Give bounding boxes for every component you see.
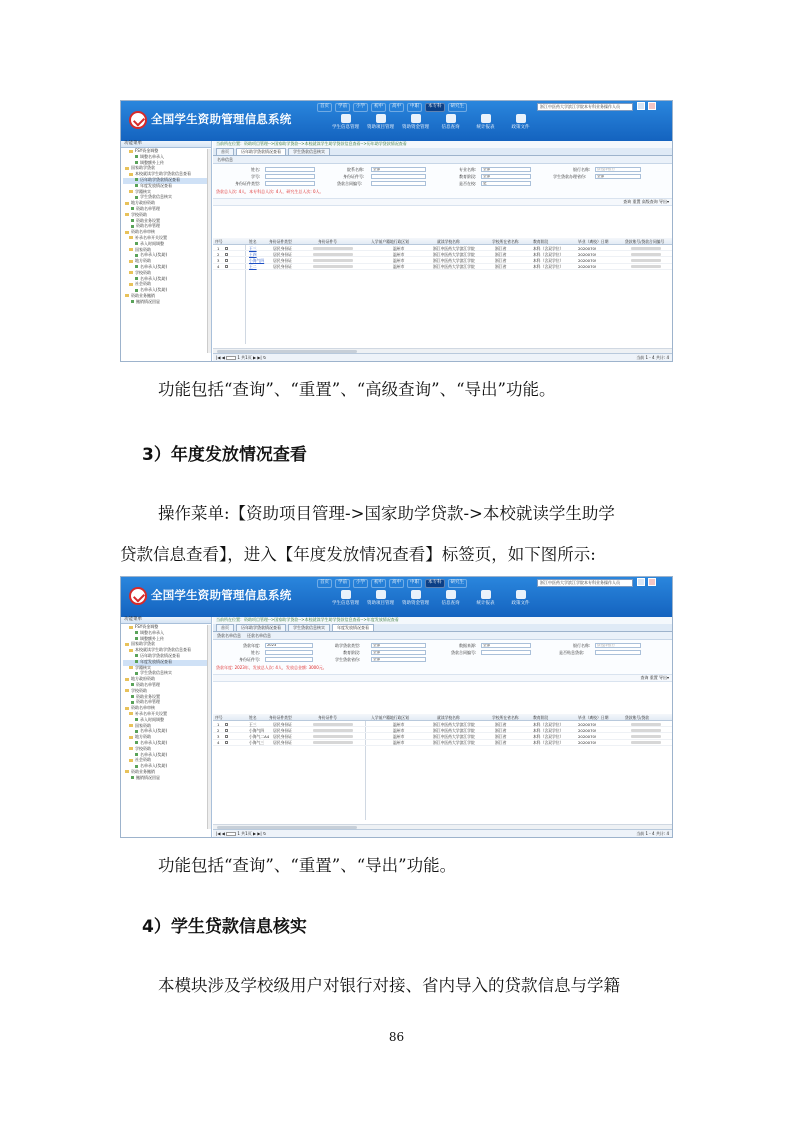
tree-item[interactable]: 国家助学贷款 xyxy=(123,642,211,648)
user-icon[interactable] xyxy=(637,102,645,110)
col-province[interactable]: 学校所在省名称 xyxy=(492,714,519,720)
year-select[interactable]: 2023 xyxy=(265,643,313,648)
nav-vocational[interactable]: 中职 xyxy=(407,579,422,588)
tree-item[interactable]: 资助名单管理 xyxy=(123,683,211,689)
row-checkbox[interactable] xyxy=(225,259,228,262)
col-no: 序号 xyxy=(215,238,223,244)
label-in-school: 是否在校: xyxy=(459,181,477,186)
tree-item[interactable]: 国家助学贷款 xyxy=(123,166,211,172)
data-table xyxy=(213,238,672,344)
tree-item[interactable]: 名单录入(奖助) xyxy=(123,741,211,747)
heading-annual-issue: 3）年度发放情况查看 xyxy=(142,445,307,465)
org-select[interactable]: 浙江中医药大学滨江学院本专科业务操作人员 xyxy=(537,579,633,587)
table-header xyxy=(213,238,672,245)
nav-graduate[interactable]: 研究生 xyxy=(448,103,468,112)
tree-item[interactable]: 学校资助 xyxy=(123,747,211,753)
col-account[interactable]: 贷款账号/贷款合同编号 xyxy=(625,238,665,244)
name-input[interactable] xyxy=(265,650,313,655)
tree-item[interactable]: 资助业务设置 xyxy=(123,219,211,225)
tree-item[interactable]: 学籍核实 xyxy=(123,190,211,196)
tree-item[interactable]: 名单录入(奖助) xyxy=(123,277,211,283)
redacted-id xyxy=(313,723,353,726)
tab-home[interactable]: 首页 xyxy=(216,624,234,631)
action-bar xyxy=(213,674,672,682)
tab-annual-issue[interactable]: 年度发放情况查看 xyxy=(332,624,374,631)
wallet-icon xyxy=(411,590,421,599)
col-edu[interactable]: 教育阶段 xyxy=(533,714,549,720)
tab-strip xyxy=(213,624,672,632)
table-header xyxy=(213,714,672,721)
module-project[interactable]: 资助项目管理 xyxy=(366,590,395,607)
tree-item[interactable]: FSY资金调整 xyxy=(123,149,211,155)
edu-select[interactable]: 全部 xyxy=(481,174,531,179)
bank-select[interactable]: 请选择银行 xyxy=(595,643,641,648)
tree-item[interactable]: 补录名单开关设置 xyxy=(123,712,211,718)
pie-chart-icon xyxy=(481,114,491,123)
row-checkbox[interactable] xyxy=(225,741,228,744)
app-banner xyxy=(121,577,672,617)
file-icon xyxy=(516,114,526,123)
table-row[interactable]: 4 王二 居民身份证 温州市 浙江中医药大学滨江学院 浙江省 本科（含双学位） 2020070! xyxy=(213,264,672,270)
label-year: 贷款年度: xyxy=(243,643,261,648)
subtab-strip xyxy=(213,156,672,164)
row-checkbox[interactable] xyxy=(225,735,228,738)
tree-item[interactable]: 调整额外上传 xyxy=(123,637,211,643)
label-id-no: 身份证件号: xyxy=(343,174,365,179)
tree-item[interactable]: 资助名单审核 xyxy=(123,230,211,236)
filter-form xyxy=(213,640,672,674)
action-bar xyxy=(213,198,672,206)
tree-item[interactable]: 国家资助 xyxy=(123,248,211,254)
nav-home[interactable]: 首页 xyxy=(317,103,332,112)
label-student-no: 学号: xyxy=(251,174,261,179)
tree-item[interactable]: 资助业务撤销 xyxy=(123,770,211,776)
table-row[interactable]: 1 王三 居民身份证 温州市 浙江中医药大学滨江学院 浙江省 本科（含双学位） 2020070! xyxy=(213,245,672,251)
subtab-strip xyxy=(213,632,672,640)
briefcase-icon xyxy=(376,114,386,123)
sidebar-scrollbar[interactable] xyxy=(207,625,211,829)
col-name[interactable]: 姓名 xyxy=(249,238,257,244)
table-row[interactable]: 1 王三 居民身份证 温州市 浙江中医药大学滨江学院 浙江省 本科（含双学位） 2020070! xyxy=(213,721,672,727)
tree-item[interactable]: 调整额外上传 xyxy=(123,161,211,167)
nav-preschool[interactable]: 学前 xyxy=(335,103,350,112)
tree-item[interactable]: 社会资助 xyxy=(123,758,211,764)
row-checkbox[interactable] xyxy=(225,723,228,726)
tree-item[interactable]: 年度发放情况查看 xyxy=(123,184,211,190)
briefcase-icon xyxy=(376,590,386,599)
row-checkbox[interactable] xyxy=(225,265,228,268)
contract-input[interactable] xyxy=(371,181,426,186)
loan-province-select[interactable]: 全部 xyxy=(371,657,426,662)
col-id-type[interactable]: 身份证件类型 xyxy=(269,238,292,244)
tree-item[interactable]: 地方政府资助 xyxy=(123,677,211,683)
subsidy-select[interactable] xyxy=(595,650,641,655)
tree-item[interactable]: 社会资助 xyxy=(123,282,211,288)
tree-item[interactable]: 历年助学贷款情况查看 xyxy=(123,654,211,660)
table-row[interactable]: 2 小海气四 居民身份证 温州市 浙江中医药大学滨江学院 浙江省 本科（含双学位） 2020070! xyxy=(213,727,672,733)
col-school[interactable]: 就读学校名称 xyxy=(437,714,460,720)
sidebar xyxy=(121,617,212,837)
label-edu: 教育阶段: xyxy=(343,650,361,655)
tab-verify[interactable]: 学生贷款信息核实 xyxy=(288,148,330,155)
redacted-account xyxy=(631,247,661,250)
paragraph-functions-1: 功能包括“查询”、“重置”、“高级查询”、“导出”功能。 xyxy=(158,380,556,399)
logout-icon[interactable] xyxy=(648,102,656,110)
paragraph-verify-intro: 本模块涉及学校级用户对银行对接、省内导入的贷款信息与学籍 xyxy=(158,976,620,995)
subtab-loan-list[interactable]: 贷款名单信息 xyxy=(217,633,241,638)
module-query[interactable]: 信息查询 xyxy=(436,114,465,131)
label-loan-province: 学生贷款省份: xyxy=(335,657,361,662)
tree-item[interactable]: 录入时间调整 xyxy=(123,242,211,248)
bank-select[interactable]: 请选择银行 xyxy=(595,167,641,172)
major-select[interactable]: 全部 xyxy=(481,167,531,172)
student-no-input[interactable] xyxy=(265,174,315,179)
redacted-account xyxy=(631,741,661,744)
tree-item[interactable]: 年度发放情况查看 xyxy=(123,660,211,666)
sidebar-title: 功能菜单 xyxy=(121,141,211,148)
pager-controls[interactable]: |◀ ◀ 1 共1页 ▶ ▶| ↻ xyxy=(216,831,267,836)
col-name[interactable]: 姓名 xyxy=(249,714,257,720)
col-area[interactable]: 入学前户籍地行政区划 xyxy=(371,714,409,720)
row-checkbox[interactable] xyxy=(225,253,228,256)
redacted-account xyxy=(631,735,661,738)
tab-home[interactable]: 首页 xyxy=(216,148,234,155)
pager xyxy=(213,353,672,361)
sidebar xyxy=(121,141,212,361)
col-school[interactable]: 就读学校名称 xyxy=(437,238,460,244)
nav-senior[interactable]: 高中 xyxy=(389,579,404,588)
nav-preschool[interactable]: 学前 xyxy=(335,579,350,588)
file-icon xyxy=(516,590,526,599)
pie-chart-icon xyxy=(481,590,491,599)
source-select[interactable]: 全部 xyxy=(481,643,531,648)
paragraph-operation-line1: 操作菜单:【资助项目管理->国家助学贷款->本校就读学生助学 xyxy=(158,504,615,523)
tree-item[interactable]: 名单录入(奖助) xyxy=(123,753,211,759)
contract-input[interactable] xyxy=(481,650,531,655)
redacted-id xyxy=(313,253,353,256)
name-input[interactable] xyxy=(265,167,315,172)
id-no-input[interactable] xyxy=(265,657,313,662)
col-grad-date[interactable]: 毕业（离校）日期 xyxy=(578,714,609,720)
nav-home[interactable]: 首页 xyxy=(317,579,332,588)
col-province[interactable]: 学校所在省名称 xyxy=(492,238,519,244)
label-province: 学生贷款办理省份: xyxy=(553,174,587,179)
tab-verify[interactable]: 学生贷款信息核实 xyxy=(288,624,330,631)
label-bank: 银行名称: xyxy=(573,643,591,648)
tree-item[interactable]: 撤销情况回显 xyxy=(123,776,211,782)
tree-item[interactable]: 调整名单录入 xyxy=(123,631,211,637)
tree-item[interactable]: 补录名单开关设置 xyxy=(123,236,211,242)
province-select[interactable]: 全部 xyxy=(595,174,641,179)
module-report[interactable]: 统计报表 xyxy=(471,114,500,131)
label-name: 姓名: xyxy=(251,650,261,655)
module-menu xyxy=(331,590,535,607)
breadcrumb: 当前所在位置：资助项目管理-->国家助学贷款-->本校就读学生助学贷款信息查看-->年度发放情况查看 xyxy=(213,617,672,624)
nav-vocational[interactable]: 中职 xyxy=(407,103,422,112)
document-icon xyxy=(446,590,456,599)
top-nav xyxy=(317,103,467,112)
redacted-account xyxy=(631,253,661,256)
subtab-list-info[interactable]: 名单信息 xyxy=(217,157,233,162)
tree-item[interactable]: 学生贷款信息核实 xyxy=(123,671,211,677)
tree-item[interactable]: 资助名单管理 xyxy=(123,207,211,213)
row-checkbox[interactable] xyxy=(225,729,228,732)
page-number: 86 xyxy=(388,1030,405,1044)
org-select[interactable]: 浙江中医药大学滨江学院本专科业务操作人员 xyxy=(537,103,633,111)
label-contract: 贷款合同编号: xyxy=(451,650,477,655)
main-panel xyxy=(213,617,672,837)
logo-icon xyxy=(129,587,147,605)
label-edu: 教育阶段: xyxy=(459,174,477,179)
nav-primary[interactable]: 小学 xyxy=(353,579,368,588)
tree-item[interactable]: 地方政府资助 xyxy=(123,201,211,207)
col-account[interactable]: 贷款账号/贷款 xyxy=(625,714,650,720)
label-major: 专业名称: xyxy=(459,167,477,172)
data-table xyxy=(213,714,672,820)
tree-item[interactable]: 本校就读学生助学贷款信息查看 xyxy=(123,172,211,178)
tree-item[interactable]: 学校资助 xyxy=(123,213,211,219)
action-buttons[interactable]: 查询 重置 导出▾ xyxy=(640,675,669,680)
app-banner xyxy=(121,101,672,141)
tree-item[interactable]: 名单录入(奖助) xyxy=(123,729,211,735)
pager-controls[interactable]: |◀ ◀ 1 共1页 ▶ ▶| ↻ xyxy=(216,355,267,360)
page-input[interactable] xyxy=(226,356,236,360)
tree-item[interactable]: 资助名单管理 xyxy=(123,224,211,230)
in-school-select[interactable]: 是 xyxy=(481,181,531,186)
col-no: 序号 xyxy=(215,714,223,720)
label-contract: 贷款合同编号: xyxy=(337,181,363,186)
col-grad-date[interactable]: 毕业（离校）日期 xyxy=(578,238,609,244)
redacted-account xyxy=(631,259,661,262)
col-edu[interactable]: 教育阶段 xyxy=(533,238,549,244)
tree-item[interactable]: 资助名单管理 xyxy=(123,700,211,706)
filter-form xyxy=(213,164,672,198)
loan-type-select[interactable]: 全部 xyxy=(371,643,426,648)
paragraph-functions-2: 功能包括“查询”、“重置”、“导出”功能。 xyxy=(158,856,457,875)
tree-item[interactable]: 学校资助 xyxy=(123,689,211,695)
tree-item[interactable]: 名单录入(奖助) xyxy=(123,253,211,259)
redacted-account xyxy=(631,729,661,732)
id-type-select[interactable] xyxy=(265,181,315,186)
menu-tree xyxy=(121,148,211,306)
tree-item[interactable]: 地方资助 xyxy=(123,735,211,741)
table-row[interactable]: 4 小海气三 居民身份证 温州市 浙江中医药大学滨江学院 浙江省 本科（含双学位） 2020070! xyxy=(213,740,672,746)
tree-item[interactable]: 国家资助 xyxy=(123,724,211,730)
page-input[interactable] xyxy=(226,832,236,836)
tab-strip xyxy=(213,148,672,156)
tree-item[interactable]: 历年助学贷款情况查看 xyxy=(123,178,211,184)
row-checkbox[interactable] xyxy=(225,247,228,250)
tree-item[interactable]: 录入时间调整 xyxy=(123,718,211,724)
module-report[interactable]: 统计报表 xyxy=(471,590,500,607)
module-project[interactable]: 资助项目管理 xyxy=(366,114,395,131)
redacted-id xyxy=(313,729,353,732)
tree-item[interactable]: 本校就读学生助学贷款信息查看 xyxy=(123,648,211,654)
table-row[interactable]: 2 王四 居民身份证 温州市 浙江中医药大学滨江学院 浙江省 本科（含双学位） 2020070! xyxy=(213,251,672,257)
tree-item[interactable]: 名单录入(奖助) xyxy=(123,764,211,770)
redacted-account xyxy=(631,265,661,268)
subtab-repay-list[interactable]: 还款名单信息 xyxy=(247,633,271,638)
module-fund[interactable]: 资助资金管理 xyxy=(401,590,430,607)
tree-item[interactable]: 名单录入(奖助) xyxy=(123,288,211,294)
label-source: 数据来源: xyxy=(459,643,477,648)
menu-tree xyxy=(121,624,211,782)
col-id-no[interactable]: 身份证件号 xyxy=(318,714,337,720)
module-menu xyxy=(331,114,535,131)
col-id-type[interactable]: 身份证件类型 xyxy=(269,714,292,720)
wallet-icon xyxy=(411,114,421,123)
heading-verify: 4）学生贷款信息核实 xyxy=(142,917,307,937)
nav-junior[interactable]: 初中 xyxy=(371,103,386,112)
main-panel xyxy=(213,141,672,361)
tree-item[interactable]: 资助名单审核 xyxy=(123,706,211,712)
nav-junior[interactable]: 初中 xyxy=(371,579,386,588)
user-icon[interactable] xyxy=(637,578,645,586)
top-nav xyxy=(317,579,467,588)
document-icon xyxy=(446,114,456,123)
label-loan-type: 助学贷款类型: xyxy=(335,643,361,648)
label-id-type: 身份证件类型: xyxy=(235,181,261,186)
pager-summary: 当前 1 - 4 共计: 4 xyxy=(636,831,669,836)
module-student-info[interactable]: 学生信息管理 xyxy=(331,590,360,607)
tree-item[interactable]: 资助业务设置 xyxy=(123,695,211,701)
redacted-id xyxy=(313,247,353,250)
action-buttons[interactable]: 查询 重置 高级查询 导出▾ xyxy=(623,199,669,204)
people-icon xyxy=(341,590,351,599)
sidebar-scrollbar[interactable] xyxy=(207,149,211,353)
tree-item[interactable]: 调整名单录入 xyxy=(123,155,211,161)
sidebar-title: 功能菜单 xyxy=(121,617,211,624)
module-query[interactable]: 信息查询 xyxy=(436,590,465,607)
redacted-id xyxy=(313,265,353,268)
table-row[interactable]: 3 小海气四 居民身份证 温州市 浙江中医药大学滨江学院 浙江省 本科（含双学位） 2020070! xyxy=(213,257,672,263)
tab-history-loans[interactable]: 历年助学贷款情况查看 xyxy=(236,624,286,631)
screenshot-annual-issue xyxy=(120,576,673,838)
logo-icon xyxy=(129,111,147,129)
module-fund[interactable]: 资助资金管理 xyxy=(401,114,430,131)
people-icon xyxy=(341,114,351,123)
pager-summary: 当前 1 - 4 共计: 4 xyxy=(636,355,669,360)
id-no-input[interactable] xyxy=(371,174,426,179)
module-policy[interactable]: 政策文件 xyxy=(506,590,535,607)
tree-item[interactable]: 地方资助 xyxy=(123,259,211,265)
nav-undergrad[interactable]: 本专科 xyxy=(425,103,445,112)
edu-select[interactable]: 全部 xyxy=(371,650,426,655)
redacted-id xyxy=(313,735,353,738)
logout-icon[interactable] xyxy=(648,578,656,586)
module-student-info[interactable]: 学生信息管理 xyxy=(331,114,360,131)
tree-item[interactable]: FSY资金调整 xyxy=(123,625,211,631)
summary-stat: 贷款年度: 2023年，发放总人次: 4人，发放总金额: 3000元。 xyxy=(216,665,327,670)
nav-senior[interactable]: 高中 xyxy=(389,103,404,112)
label-bank: 银行名称: xyxy=(573,167,591,172)
nav-undergrad[interactable]: 本专科 xyxy=(425,579,445,588)
system-title: 全国学生资助管理信息系统 xyxy=(151,112,292,126)
tree-item[interactable]: 撤销情况回显 xyxy=(123,300,211,306)
label-school: 院系名称: xyxy=(347,167,365,172)
nav-graduate[interactable]: 研究生 xyxy=(448,579,468,588)
redacted-id xyxy=(313,741,353,744)
tree-item[interactable]: 名单录入(奖助) xyxy=(123,265,211,271)
label-id-no: 身份证件号: xyxy=(239,657,261,662)
tab-history-loans[interactable]: 历年助学贷款情况查看 xyxy=(236,148,286,155)
col-area[interactable]: 入学前户籍地行政区划 xyxy=(371,238,409,244)
screenshot-history-loans xyxy=(120,100,673,362)
tree-item[interactable]: 资助业务撤销 xyxy=(123,294,211,300)
nav-primary[interactable]: 小学 xyxy=(353,103,368,112)
paragraph-operation-line2: 贷款信息查看】，进入【年度发放情况查看】标签页，如下图所示: xyxy=(120,545,596,564)
system-title: 全国学生资助管理信息系统 xyxy=(151,588,292,602)
pager xyxy=(213,829,672,837)
tree-item[interactable]: 学籍核实 xyxy=(123,666,211,672)
label-subsidy: 是否贴息贷款: xyxy=(559,650,585,655)
tree-item[interactable]: 学生贷款信息核实 xyxy=(123,195,211,201)
table-row[interactable]: 3 小海气二A4 居民身份证 温州市 浙江中医药大学滨江学院 浙江省 本科（含双学位） 2020070! xyxy=(213,733,672,739)
label-name: 姓名: xyxy=(251,167,261,172)
school-select[interactable]: 全部 xyxy=(371,167,426,172)
module-policy[interactable]: 政策文件 xyxy=(506,114,535,131)
redacted-account xyxy=(631,723,661,726)
tree-item[interactable]: 学校资助 xyxy=(123,271,211,277)
breadcrumb: 当前所在位置：资助项目管理-->国家助学贷款-->本校就读学生助学贷款信息查看-->历年助学贷款情况查看 xyxy=(213,141,672,148)
summary-stat: 贷款总人次: 4人，本专科总人次: 4人，研究生总人次: 0人。 xyxy=(216,189,324,194)
col-id-no[interactable]: 身份证件号 xyxy=(318,238,337,244)
redacted-id xyxy=(313,259,353,262)
